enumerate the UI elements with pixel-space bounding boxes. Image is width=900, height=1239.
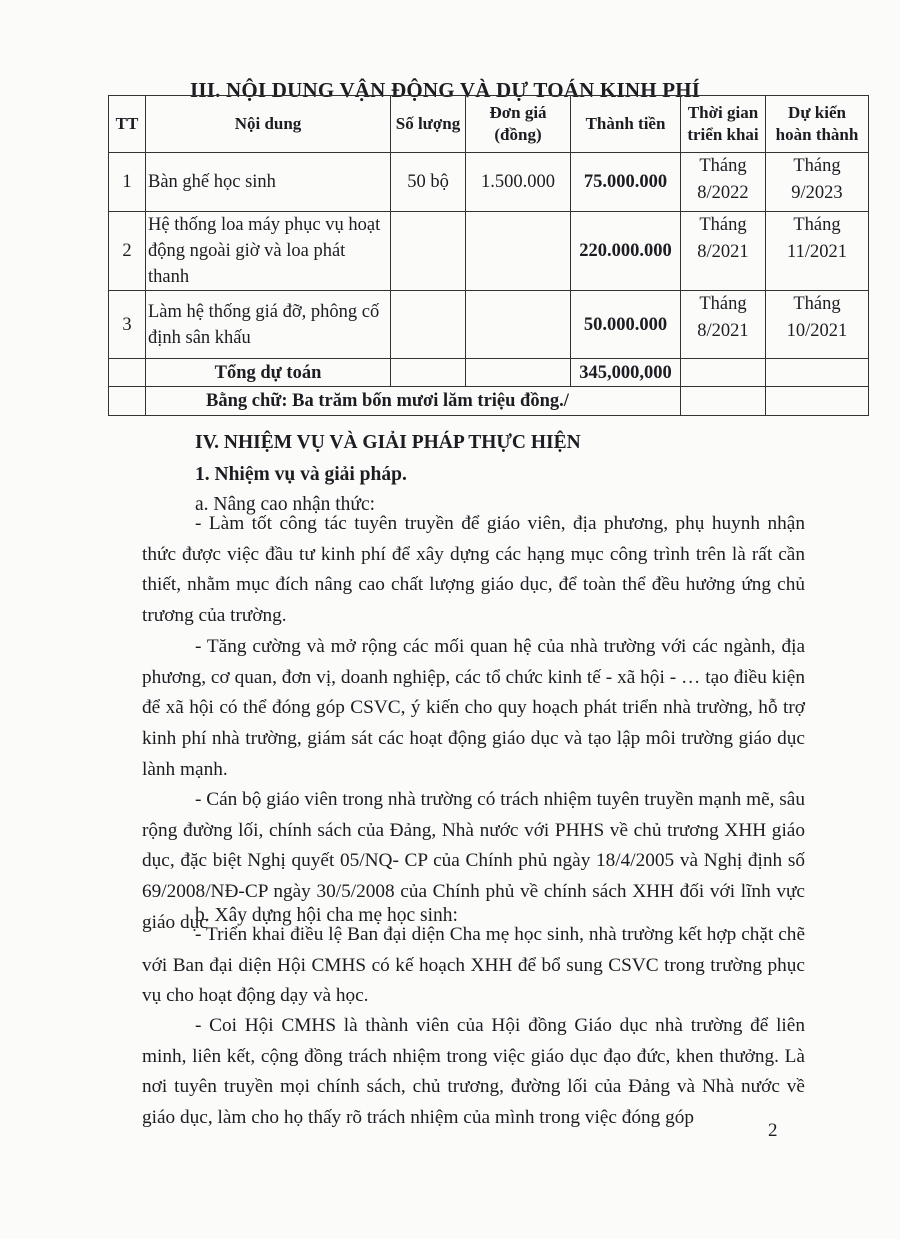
row-start: Tháng 8/2021 <box>681 291 766 359</box>
table-row <box>109 153 869 212</box>
row-qty <box>391 291 466 359</box>
heading-a: a. Nâng cao nhận thức: <box>195 494 376 515</box>
empty-cell <box>681 359 766 387</box>
row-qty: 50 bộ <box>391 153 466 212</box>
header-tt: TT <box>109 96 146 153</box>
row-amount: 75.000.000 <box>571 153 681 212</box>
paragraph-a3: - Cán bộ giáo viên trong nhà trường có trách nhiệm tuyên truyền mạnh mẽ, sâu rộng đường lối, chính sách của Đảng, Nhà nước với PHHS về chủ trương XHH giáo dục, đặc biệt Nghị quyết 05/NQ- CP của Chính phủ ngày 18/4/2005 và Nghị định số 69/2008/NĐ-CP ngày 30/5/2008 của Chính phủ về chính sách XHH đối với lĩnh vực giáo dục <box>142 789 805 933</box>
empty-cell <box>766 387 869 416</box>
heading-b: b. Xây dựng hội cha mẹ học sinh: <box>195 905 458 926</box>
paragraph-b1: - Triển khai điều lệ Ban đại diện Cha mẹ học sinh, nhà trường kết hợp chặt chẽ với Ban đại diện Hội CMHS có kế hoạch XHH để bổ sung CSVC trong trường phục vụ cho hoạt động dạy và học. <box>142 924 805 1007</box>
header-content: Nội dung <box>146 96 391 153</box>
row-price <box>466 212 571 291</box>
row-tt: 2 <box>109 212 146 291</box>
row-qty <box>391 212 466 291</box>
row-amount: 220.000.000 <box>571 212 681 291</box>
row-start: Tháng 8/2021 <box>681 212 766 291</box>
row-price <box>466 291 571 359</box>
row-start: Tháng 8/2022 <box>681 153 766 212</box>
empty-cell <box>681 387 766 416</box>
row-amount: 50.000.000 <box>571 291 681 359</box>
table-row <box>109 212 869 291</box>
row-tt: 3 <box>109 291 146 359</box>
page-number: 2 <box>768 1120 778 1141</box>
section-4-title: IV. NHIỆM VỤ VÀ GIẢI PHÁP THỰC HIỆN <box>195 432 581 453</box>
empty-cell <box>466 359 571 387</box>
row-content: Hệ thống loa máy phục vụ hoạt động ngoài giờ và loa phát thanh <box>146 212 391 291</box>
header-qty: Số lượng <box>391 96 466 153</box>
header-amount: Thành tiền <box>571 96 681 153</box>
empty-cell <box>391 359 466 387</box>
paragraph-a2: - Tăng cường và mở rộng các mối quan hệ của nhà trường với các ngành, địa phương, cơ quan, đơn vị, doanh nghiệp, các tổ chức kinh tế - xã hội - … tạo điều kiện để xã hội có thể đóng góp CSVC, ý kiến cho quy hoạch phát triển nhà trường, hỗ trợ kinh phí nhà trường, giám sát các hoạt động giáo dục và tạo lập môi trường giáo dục lành mạnh. <box>142 636 805 780</box>
row-end: Tháng 9/2023 <box>766 153 869 212</box>
empty-cell <box>109 359 146 387</box>
header-price: Đơn giá (đồng) <box>466 96 571 153</box>
total-value: 345,000,000 <box>571 359 681 387</box>
row-end: Tháng 10/2021 <box>766 291 869 359</box>
total-row <box>109 359 869 387</box>
row-end: Tháng 11/2021 <box>766 212 869 291</box>
row-content: Làm hệ thống giá đỡ, phông cố định sân khấu <box>146 291 391 359</box>
subsection-1-title: 1. Nhiệm vụ và giải pháp. <box>195 464 407 485</box>
header-start: Thời gian triển khai <box>681 96 766 153</box>
empty-cell <box>766 359 869 387</box>
row-tt: 1 <box>109 153 146 212</box>
total-label: Tổng dự toán <box>146 359 391 387</box>
total-in-words: Bằng chữ: Ba trăm bốn mươi lăm triệu đồng./ <box>146 387 681 416</box>
paragraph-b2: - Coi Hội CMHS là thành viên của Hội đồng Giáo dục nhà trường để liên minh, liên kết, cộng đồng trách nhiệm trong việc giáo dục đạo đức, khen thưởng. Là nơi tuyên truyền mọi chính sách, chủ trương, đường lối của Đảng và Nhà nước về giáo dục, làm cho họ thấy rõ trách nhiệm của mình trong việc đóng góp <box>142 1015 805 1129</box>
budget-table <box>108 95 869 416</box>
table-row <box>109 291 869 359</box>
paragraph-a1: - Làm tốt công tác tuyên truyền để giáo viên, địa phương, phụ huynh nhận thức được việc đầu tư kinh phí để xây dựng các hạng mục công trình trên là rất cần thiết, nhằm mục đích nâng cao chất lượng giáo dục, để toàn thể đều hưởng ứng chủ trương của trường. <box>142 513 805 627</box>
empty-cell <box>109 387 146 416</box>
section-3-title: III. NỘI DUNG VẬN ĐỘNG VÀ DỰ TOÁN KINH PHÍ <box>190 78 701 102</box>
row-price: 1.500.000 <box>466 153 571 212</box>
header-end: Dự kiến hoàn thành <box>766 96 869 153</box>
in-words-row <box>109 387 869 416</box>
table-header-row <box>109 96 869 153</box>
row-content: Bàn ghế học sinh <box>146 153 391 212</box>
